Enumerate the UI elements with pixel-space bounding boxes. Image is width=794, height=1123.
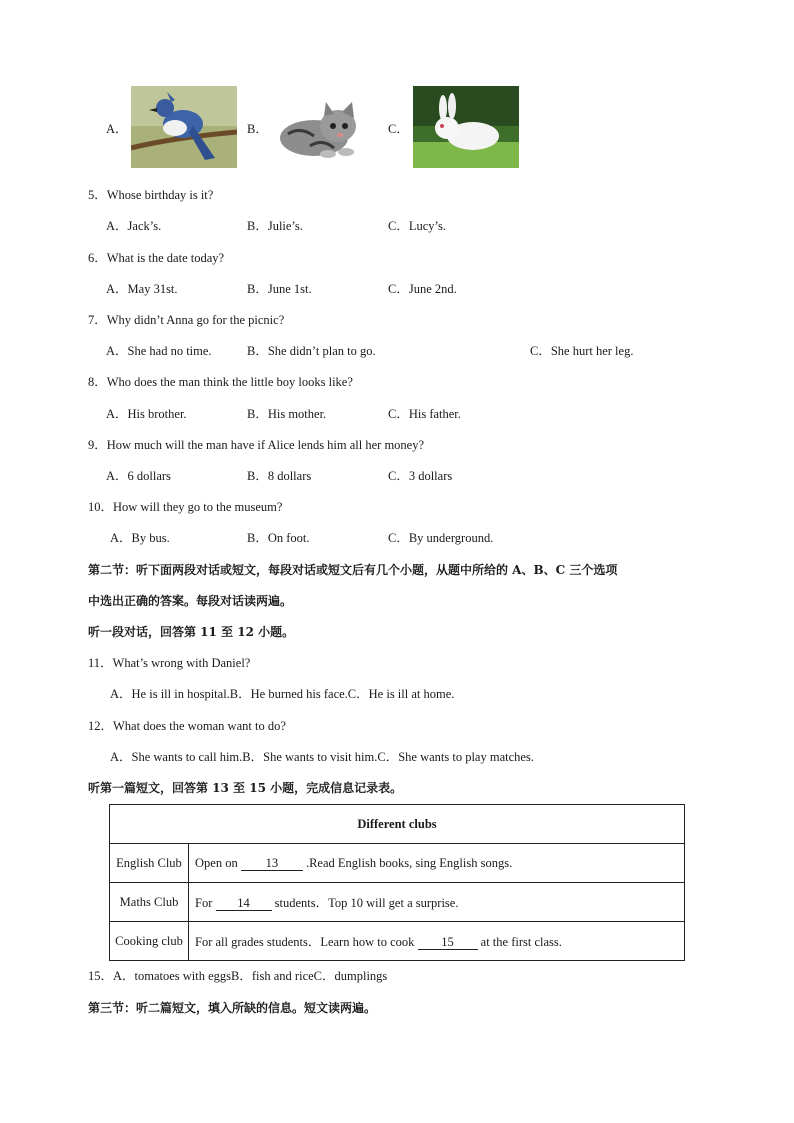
question-11-stem: 11．What’s wrong with Daniel? [88, 656, 251, 670]
question-5-option-a: A．Jack’s. [106, 219, 162, 233]
question-10-option-a: A．By bus. [110, 531, 170, 545]
question-10-option-b: B．On foot. [247, 531, 310, 545]
question-9-option-c: C．3 dollars [388, 469, 453, 483]
table-title: Different clubs [110, 805, 685, 844]
description-text: Open on [195, 855, 241, 870]
question-12-stem: 12．What does the woman want to do? [88, 719, 286, 733]
answer-blank-13: 13 [241, 856, 303, 871]
question-9-option-a: A．6 dollars [106, 469, 171, 483]
question-6-option-c: C．June 2nd. [388, 282, 457, 296]
question-8-option-c: C．His father. [388, 407, 461, 421]
question-12-options: A．She wants to call him.B．She wants to visit him.C．She wants to play matches. [110, 750, 534, 764]
clubs-table [109, 804, 685, 961]
question-7-option-a: A．She had no time. [106, 344, 212, 358]
rabbit-picture [413, 86, 519, 168]
table-row [110, 922, 685, 961]
club-name: Cooking club [110, 922, 189, 961]
question-10-option-c: C．By underground. [388, 531, 494, 545]
club-description [189, 883, 685, 922]
question-10-stem: 10．How will they go to the museum? [88, 500, 283, 514]
question-5-stem: 5．Whose birthday is it? [88, 188, 214, 202]
q4-option-b-label: B． [247, 122, 268, 136]
q4-option-a-label: A． [106, 122, 128, 136]
question-7-stem: 7．Why didn’t Anna go for the picnic? [88, 313, 285, 327]
question-5-option-b: B．Julie’s. [247, 219, 303, 233]
question-8-stem: 8．Who does the man think the little boy looks like? [88, 375, 353, 389]
club-name: Maths Club [110, 883, 189, 922]
question-11-options: A．He is ill in hospital.B．He burned his face.C．He is ill at home. [110, 687, 455, 701]
answer-blank-14: 14 [216, 896, 272, 911]
description-text: .Read English books, sing English songs. [302, 855, 513, 870]
question-5-option-c: C．Lucy’s. [388, 219, 446, 233]
section-3-instruction: 第三节：听二篇短文，填入所缺的信息。短文读两遍。 [88, 1001, 377, 1015]
table-row [110, 844, 685, 883]
passage-intro: 听第一篇短文，回答第 13 至 15 小题，完成信息记录表。 [88, 781, 403, 795]
question-8-option-a: A．His brother. [106, 407, 187, 421]
club-description [189, 844, 685, 883]
answer-blank-15: 15 [418, 935, 478, 950]
description-text: students．Top 10 will get a surprise. [271, 896, 459, 910]
question-6-option-a: A．May 31st. [106, 282, 178, 296]
question-8-option-b: B．His mother. [247, 407, 327, 421]
description-text: at the first class. [477, 935, 562, 949]
section-2-instruction-line-1: 第二节：听下面两段对话或短文，每段对话或短文后有几个小题，从题中所给的 A、B、C 三个选项 [88, 563, 618, 577]
question-6-stem: 6．What is the date today? [88, 251, 225, 265]
table-header-row [110, 805, 685, 844]
q4-option-c-label: C． [388, 122, 409, 136]
question-9-option-b: B．8 dollars [247, 469, 312, 483]
question-15-options: 15．A．tomatoes with eggsB．fish and riceC．dumplings [88, 969, 388, 983]
bird-picture [131, 86, 237, 168]
table-row [110, 883, 685, 922]
question-7-option-b: B．She didn’t plan to go. [247, 344, 376, 358]
question-7-option-c: C．She hurt her leg. [530, 344, 634, 358]
cat-picture [270, 86, 366, 168]
section-2-instruction-line-2: 中选出正确的答案。每段对话读两遍。 [88, 594, 293, 608]
description-text: For [195, 896, 216, 910]
question-9-stem: 9．How much will the man have if Alice lends him all her money? [88, 438, 425, 452]
club-description [189, 922, 685, 961]
description-text: For all grades students．Learn how to cook [195, 935, 418, 949]
club-name: English Club [110, 844, 189, 883]
question-6-option-b: B．June 1st. [247, 282, 312, 296]
dialogue-intro: 听一段对话，回答第 11 至 12 小题。 [88, 625, 295, 639]
